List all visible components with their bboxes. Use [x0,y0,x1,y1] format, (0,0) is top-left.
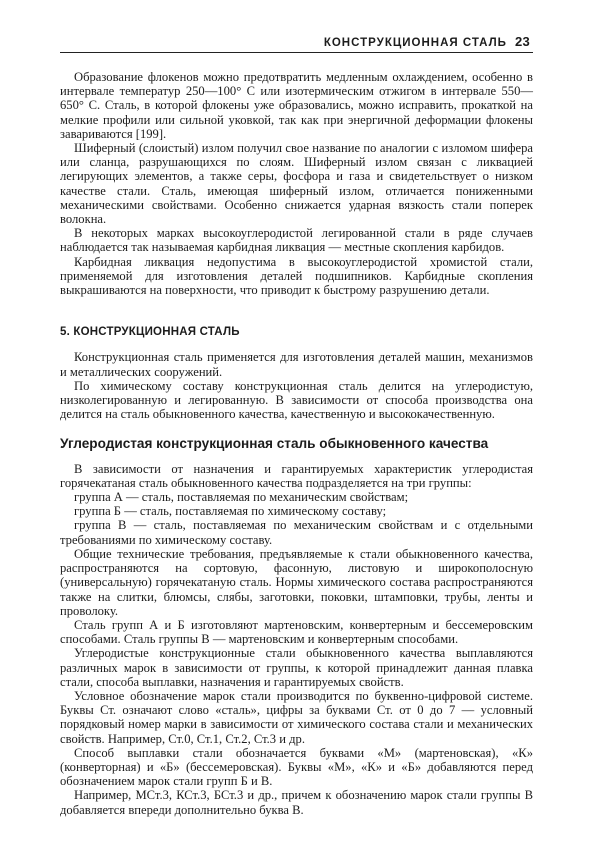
paragraph-groups-intro: В зависимости от назначения и гарантируемых характеристик углеродистая горячекатаная сталь обыкновенного качества подразделяется на три группы: [60,461,533,490]
page-number: 23 [514,34,530,49]
running-header-title: КОНСТРУКЦИОННАЯ СТАЛЬ [323,37,507,49]
page-body [60,70,533,817]
paragraph-flokens: Образование флокенов можно предотвратить медленным охлаждением, особенно в интервале температур 250—100° С или изотермическим отжигом в интервале 550—650° С. Сталь, в которой флокены уже образовались, можно исправить, прокаткой на мелкие профили или сильной уковкой, так как при энергичной деформации флокены завариваются [199]. [60,70,533,141]
paragraph-chemical-division: По химическому составу конструкционная сталь делится на углеродистую, низколегированную и легированную. В зависимости от способа производства она делится на сталь обыкновенного качества, качественную и высококачественную. [60,378,533,422]
paragraph-carbide-segregation: В некоторых марках высокоуглеродистой легированной стали в ряде случаев наблюдается так называемая карбидная ликвация — местные скопления карбидов. [60,226,533,255]
paragraph-structural-use: Конструкционная сталь применяется для изготовления деталей машин, механизмов и металлических сооружений. [60,350,533,379]
paragraph-smelting-letters: Способ выплавки стали обозначается буквами «М» (мартеновская), «К» (конверторная) и «Б» (бессемеровская). Буквы «М», «К» и «Б» добавляются перед обозначением марок стали групп Б и В. [60,745,533,789]
paragraph-grades: Углеродистые конструкционные стали обыкновенного качества выплавляются различных марок в зависимости от группы, к которой принадлежит данная плавка стали, способа выплавки, назначения и гарантируемых свойств. [60,646,533,689]
paragraph-slate-fracture: Шиферный (слоистый) излом получил свое название по аналогии с изломом шифера или сланца, разрушающихся по слоям. Шиферный излом связан с ликвацией легирующих элементов, а также серы, фосфора и газа и свидетельствует о низком качестве стали. Сталь, имеющая шиферный излом, отличается пониженными механическими свойствами. Особенно снижается ударная вязкость стали поперек волокна. [60,141,533,227]
header-rule [60,52,533,53]
list-item-group-a: группа А — сталь, поставляемая по механическим свойствам; [74,490,409,505]
paragraph-bearing-steel: Карбидная ликвация недопустима в высокоуглеродистой хромистой стали, применяемой для изготовления деталей подшипников. Карбидные скопления выкрашиваются на поверхности, что приводит к быстрому разрушению детали. [60,254,533,298]
paragraph-examples: Например, МСт.3, КСт.3, БСт.3 и др., причем к обозначению марок стали группы В добавляется впереди дополнительно буква В. [60,788,533,817]
paragraph-production-methods: Сталь групп А и Б изготовляют мартеновским, конвертерным и бессемеровским способами. Сталь группы В — мартеновским и конвертерным способами. [60,617,533,647]
running-header [60,34,530,49]
subsection-heading: Углеродистая конструкционная сталь обыкновенного качества [60,436,489,452]
list-item-group-v: группа В — сталь, поставляемая по механическим свойствам и с отдельными требованиями по химическому составу. [60,518,533,547]
paragraph-technical-requirements: Общие технические требования, предъявляемые к стали обыкновенного качества, распространяются на сортовую, фасонную, листовую и широкополосную (универсальную) горячекатаную сталь. Нормы химического состава распространяются также на слитки, блюмсы, слябы, заготовки, поковки, штамповки, трубы, ленты и проволоку. [60,546,533,618]
paragraph-designation: Условное обозначение марок стали производится по буквенно-цифровой системе. Буквы Ст. означают слово «сталь», цифры за буквами Ст. от 0 до 7 — условный порядковый номер марки в зависимости от химического состава стали и механических свойств. Например, Ст.0, Ст.1, Ст.2, Ст.3 и др. [60,688,533,746]
list-item-group-b: группа Б — сталь, поставляемая по химическому составу; [74,504,387,519]
section-heading: 5. КОНСТРУКЦИОННАЯ СТАЛЬ [60,326,240,339]
